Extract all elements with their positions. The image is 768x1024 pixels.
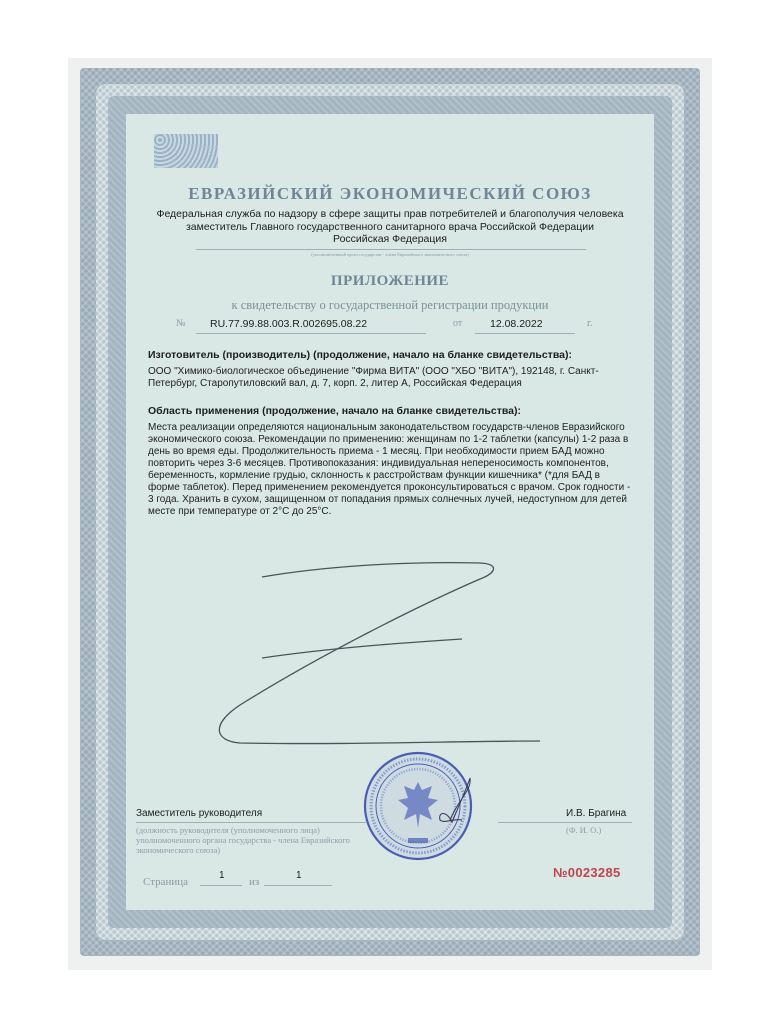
position-caption: (должность руководителя (уполномоченного лица) уполномоченного органа государства - члена Евразийского экономического союза): [136, 825, 350, 855]
union-title: ЕВРАЗИЙСКИЙ ЭКОНОМИЧЕСКИЙ СОЮЗ: [188, 184, 592, 203]
date-label: от: [453, 318, 463, 329]
pagination: [0, 870, 768, 890]
signatory-name: И.В. Брагина: [566, 808, 627, 819]
scope-text: Места реализации определяются национальным законодательством государств-членов Евразийского экономического союза. Рекомендации по применению: женщинам по 1-2 таблетки (капсулы) 1-2 раза в день во время еды. Продолжительность приема - 1 месяц. При необходимости прием БАД можно повторить через 3-6 месяцев. Противопоказания: индивидуальная непереносимость компонентов, беременность, кормление грудью, склонность к расстройствам функции кишечника* (*для БАД в форме таблеток). Перед применением рекомендуется проконсультироваться с врачом. Срок годности - 3 года. Хранить в сухом, защищенном от попадания прямых солнечных лучей, недоступном для детей месте при температуре от 2°С до 25°С.: [148, 422, 631, 517]
page-label: Страница: [143, 876, 189, 888]
signatory-position: Заместитель руководителя: [136, 808, 263, 819]
total-underline: [264, 885, 332, 886]
appendix-title: ПРИЛОЖЕНИЕ: [330, 273, 450, 289]
page-underline: [200, 885, 242, 886]
agency-line: Российская Федерация: [333, 233, 447, 245]
date-underline: [475, 333, 575, 334]
registration-number: RU.77.99.88.003.R.002695.08.22: [210, 318, 368, 330]
printer-note: ООО «Первый печатный двор» · г. Снежинск, 2022 г., «Б»: [580, 951, 701, 956]
of-label: из: [249, 876, 260, 888]
number-underline: [196, 333, 426, 334]
name-underline: [498, 822, 632, 823]
manufacturer-heading: Изготовитель (производитель) (продолжение, начало на бланке свидетельства):: [148, 349, 572, 361]
position-underline: [136, 822, 366, 823]
agency-line: Федеральная служба по надзору в сфере защиты прав потребителей и благополучия человека: [156, 208, 624, 220]
registration-row: [0, 318, 768, 334]
official-seal-icon: [362, 750, 474, 862]
page-total: 1: [296, 870, 302, 881]
manufacturer-text: ООО "Химико-биологическое объединение "Фирма ВИТА" (ООО "ХБО "ВИТА"), 192148, г. Санкт-Петербург, Старопутиловский вал, д. 7, корп. 2, литер А, Российская Федерация: [148, 366, 599, 389]
appendix-subtitle: к свидетельству о государственной регистрации продукции: [231, 298, 549, 312]
agency-line: заместитель Главного государственного санитарного врача Российской Федерации: [185, 220, 595, 233]
hologram-icon: [154, 134, 218, 168]
registration-date: 12.08.2022: [490, 318, 543, 330]
agency-underline: [196, 249, 586, 250]
scope-heading: Область применения (продолжение, начало на бланке свидетельства):: [148, 405, 521, 417]
form-serial-number: №0023285: [553, 865, 621, 880]
number-label: №: [176, 318, 186, 329]
name-caption: (Ф. И. О.): [566, 825, 602, 835]
issuing-agency: [126, 208, 654, 246]
agency-caption: (уполномоченный орган государства - члена Евразийского экономического союза): [311, 252, 469, 257]
signature-z-strike: [200, 545, 540, 755]
year-suffix: г.: [587, 318, 593, 329]
page-number: 1: [219, 870, 225, 881]
